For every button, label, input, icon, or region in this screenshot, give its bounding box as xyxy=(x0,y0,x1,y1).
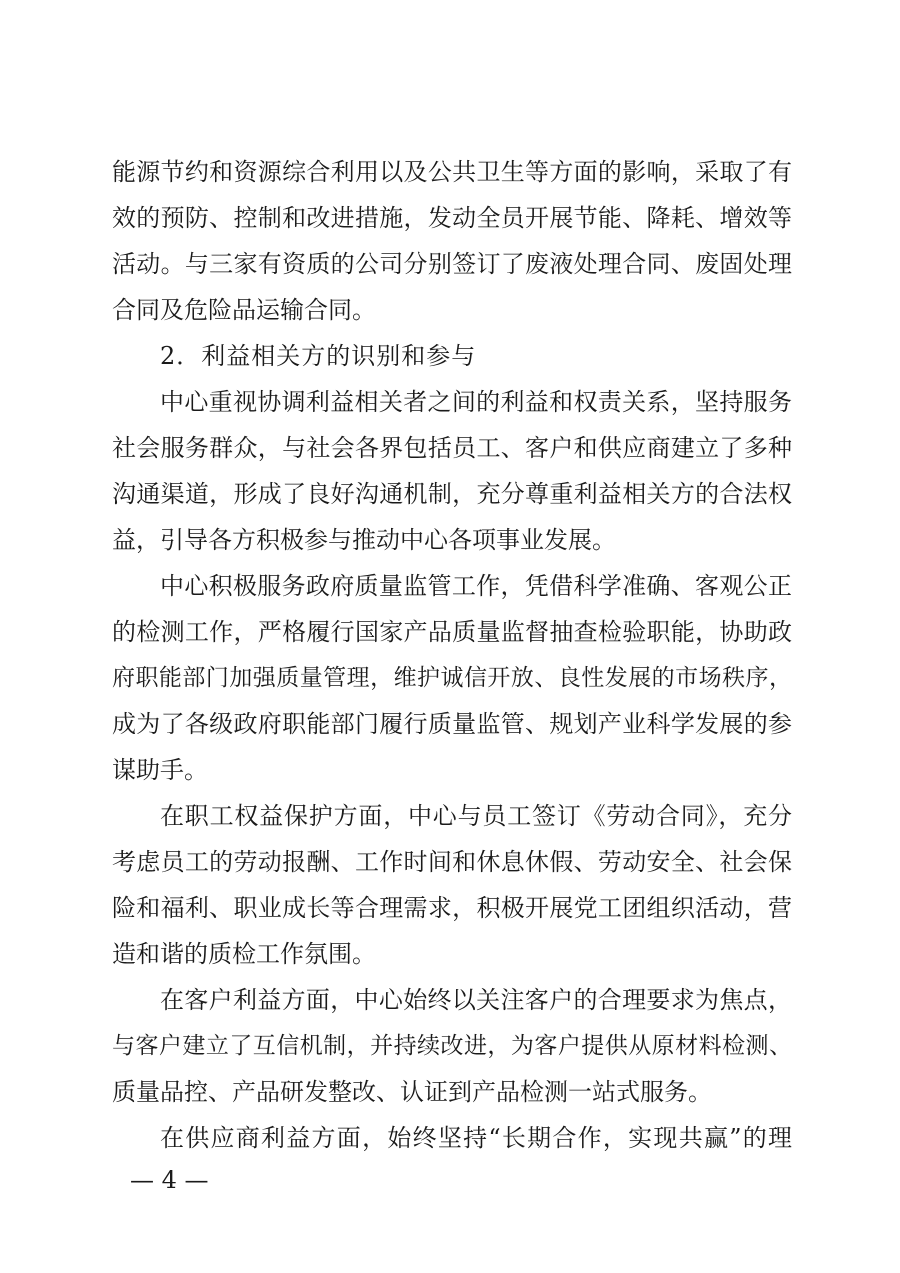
text-line: 效的预防、控制和改进措施，发动全员开展节能、降耗、增效等 xyxy=(112,204,792,232)
text-line: 能源节约和资源综合利用以及公共卫生等方面的影响，采取了有 xyxy=(112,158,792,186)
text-line: 成为了各级政府职能部门履行质量监管、规划产业科学发展的参 xyxy=(112,710,792,738)
text-line: 社会服务群众，与社会各界包括员工、客户和供应商建立了多种 xyxy=(112,434,792,462)
text-line: 险和福利、职业成长等合理需求，积极开展党工团组织活动，营 xyxy=(112,894,792,922)
paragraph-first-line: 在客户利益方面，中心始终以关注客户的合理要求为焦点， xyxy=(160,986,792,1014)
text-line: 合同及危险品运输合同。 xyxy=(112,296,376,324)
paragraph-first-line: 中心重视协调利益相关者之间的利益和权责关系，坚持服务 xyxy=(160,388,792,416)
text-line: 的检测工作，严格履行国家产品质量监督抽查检验职能，协助政 xyxy=(112,618,792,646)
text-line: 造和谐的质检工作氛围。 xyxy=(112,940,376,968)
text-line: 考虑员工的劳动报酬、工作时间和休息休假、劳动安全、社会保 xyxy=(112,848,792,876)
paragraph-first-line: 中心积极服务政府质量监管工作，凭借科学准确、客观公正 xyxy=(160,572,792,600)
text-line: 沟通渠道，形成了良好沟通机制，充分尊重利益相关方的合法权 xyxy=(112,480,792,508)
section-heading: 2．利益相关方的识别和参与 xyxy=(160,342,477,370)
text-line: 质量品控、产品研发整改、认证到产品检测一站式服务。 xyxy=(112,1078,712,1106)
text-line: 谋助手。 xyxy=(112,756,208,784)
text-line: 府职能部门加强质量管理，维护诚信开放、良性发展的市场秩序， xyxy=(112,665,792,691)
text-line: 活动。与三家有资质的公司分别签订了废液处理合同、废固处理 xyxy=(112,250,792,278)
text-line: 益，引导各方积极参与推动中心各项事业发展。 xyxy=(112,526,616,554)
page-number: — 4 — xyxy=(130,1166,209,1194)
paragraph-first-line: 在供应商利益方面，始终坚持“长期合作，实现共赢”的理 xyxy=(160,1124,792,1152)
text-line: 与客户建立了互信机制，并持续改进，为客户提供从原材料检测、 xyxy=(112,1033,792,1059)
paragraph-first-line: 在职工权益保护方面，中心与员工签订《劳动合同》，充分 xyxy=(160,802,792,830)
